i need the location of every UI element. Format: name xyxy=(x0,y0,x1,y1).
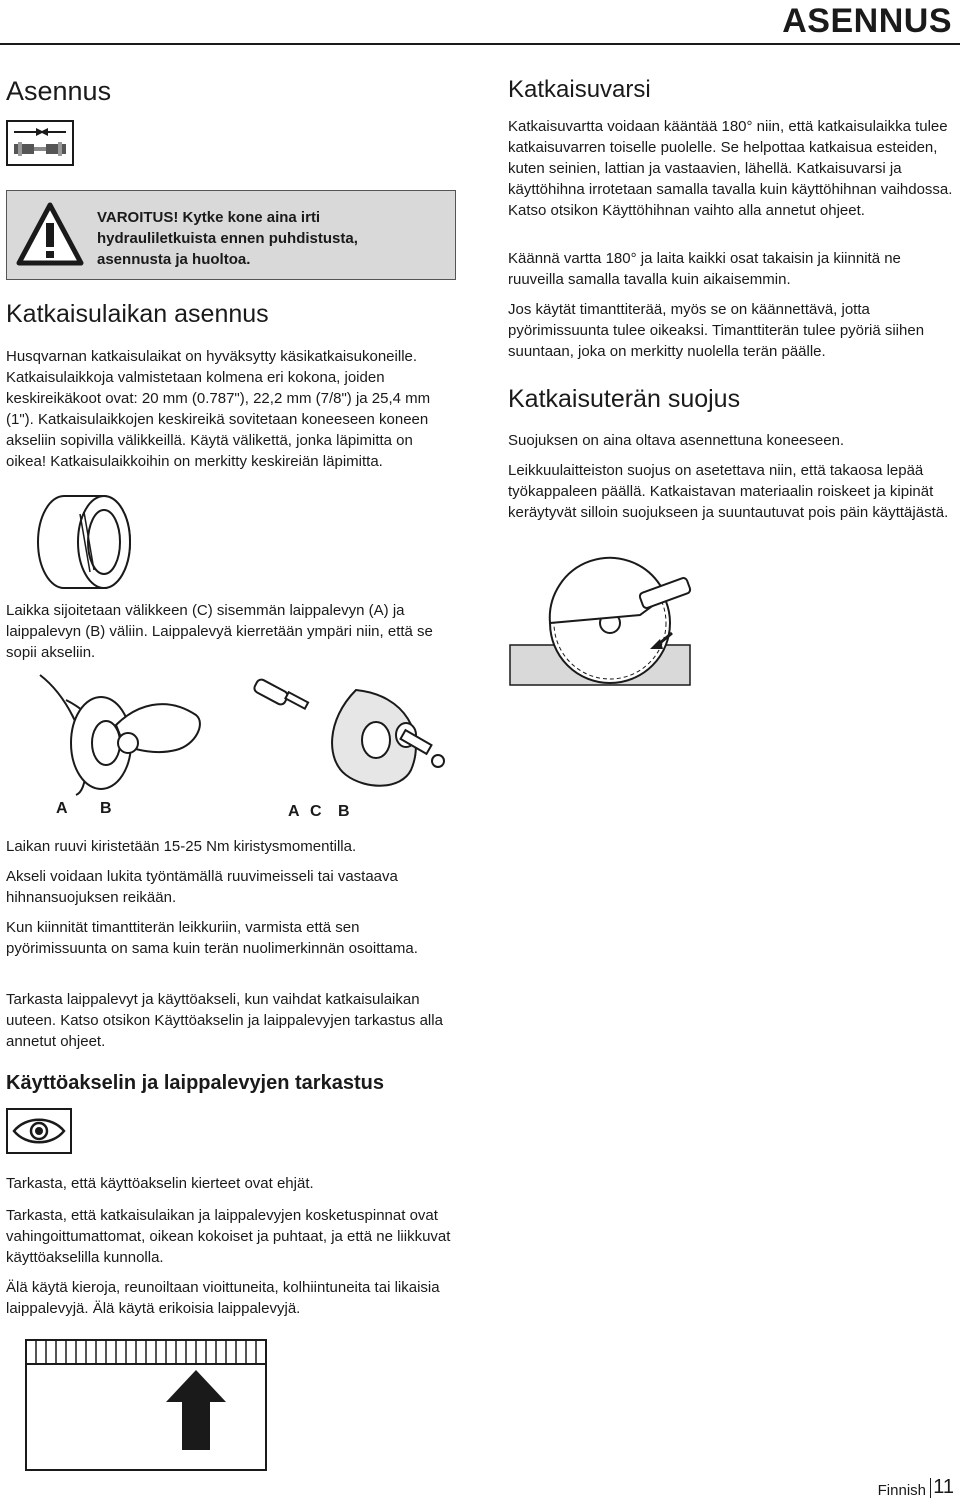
section-title-shaft-inspection: Käyttöakselin ja laippalevyjen tarkastus xyxy=(6,1072,384,1094)
flange-check-text: Tarkasta laippalevyt ja käyttöakseli, kun vaihdat katkaisulaikan uuteen. Katso otsikon Käyttöakselin ja laippalevyjen tarkastus alla annetut ohjeet. xyxy=(6,991,443,1050)
hydraulic-coupling-icon xyxy=(6,120,74,166)
section-title-blade-guard: Katkaisuterän suojus xyxy=(508,385,741,413)
inspect-flanges-text: Tarkasta, että katkaisulaikan ja laippalevyjen kosketuspinnat ovat vahingoittumattomat, oikean kokoiset ja puhtaat, ja että ne liikkuvat käyttöakselilla kunnolla. xyxy=(6,1207,451,1266)
footer-language: Finnish xyxy=(877,1482,926,1499)
cutoff-saw-illustration xyxy=(510,545,690,685)
shaft-lock-text: Akseli voidaan lukita työntämällä ruuvimeisseli tai vastaava hihnansuojuksen reikään. xyxy=(6,868,398,906)
label-c: C xyxy=(310,803,322,820)
section-title-cutting-arm: Katkaisuvarsi xyxy=(508,76,651,103)
eye-icon xyxy=(6,1108,72,1154)
blade-guard-text-1: Suojuksen on aina oltava asennettuna koneeseen. xyxy=(508,432,845,449)
section-title-blade-mounting: Katkaisulaikan asennus xyxy=(6,300,269,328)
label-a: A xyxy=(56,800,68,817)
torque-text: Laikan ruuvi kiristetään 15-25 Nm kiristysmomentilla. xyxy=(6,838,357,855)
cutting-arm-text-1: Katkaisuvartta voidaan kääntää 180° niin, että katkaisulaikka tulee katkaisuvarren toiselle puolelle. Se helpottaa katkaisua esteiden, kuten seinien, lattian ja vastaavien, lähellä. Katkaisuvarsi ja käyttöhihna irrotetaan samalla tavalla kuin käyttöhihnan vaihdossa. Katso otsikon Käyttöhihnan vaihto alla annetut ohjeet. xyxy=(508,118,953,219)
section-heading-asennus: Asennus xyxy=(6,76,112,106)
blade-mounting-text: Husqvarnan katkaisulaikat on hyväksytty käsikatkaisukoneille. Katkaisulaikkoja valmistetaan kolmena eri kokona, joiden keskireikäkoot ovat: 20 mm (0.787"), 22,2 mm (7/8") ja 25,4 mm (1"). Katkaisulaikkojen keskireikä sovitetaan koneeseen koneen akseliin sopivilla välikkeillä. Käytä välikettä, jonka läpimitta on oikea! Katkaisulaikkoihin on merkitty keskireiän läpimitta. xyxy=(6,348,431,470)
footer-rule xyxy=(930,1478,931,1498)
page-header-title: ASENNUS xyxy=(782,2,952,40)
cutting-arm-text-2: Käännä vartta 180° ja laita kaikki osat takaisin ja kiinnitä ne ruuveilla samalla tavalla kuin aikaisemmin. xyxy=(508,250,901,288)
warning-box xyxy=(6,190,456,280)
label-b: B xyxy=(100,800,112,817)
blade-mounting-illustration xyxy=(6,665,456,795)
label-a: A xyxy=(288,803,300,820)
flange-warning-text: Älä käytä kieroja, reunoiltaan vioittuneita, kolhiintuneita tai likaisia laippalevyjä. Älä käytä erikoisia laippalevyjä. xyxy=(6,1279,440,1317)
label-b: B xyxy=(338,803,350,820)
diamond-blade-text: Kun kiinnität timanttiterän leikkuriin, varmista että sen pyörimissuunta on sama kuin terän nuolimerkinnän osoittama. xyxy=(6,919,418,957)
header-rule xyxy=(0,43,960,45)
placement-text: Laikka sijoitetaan välikkeen (C) sisemmän laippalevyn (A) ja laippalevyn (B) väliin. Laippalevyä kierretään ympäri niin, että se sopii akseliin. xyxy=(6,602,433,661)
cutting-arm-text-3: Jos käytät timanttiterää, myös se on käännettävä, jotta pyörimissuunta tulee oikeaksi. Timanttiterän tulee pyöriä siihen suuntaan, joka on merkitty nuolella terän päälle. xyxy=(508,301,925,360)
flange-inspection-illustration xyxy=(26,1340,266,1470)
spacer-ring-illustration xyxy=(24,490,144,590)
warning-triangle-icon xyxy=(15,201,85,271)
inspect-threads-text: Tarkasta, että käyttöakselin kierteet ovat ehjät. xyxy=(6,1175,314,1192)
page-number: 11 xyxy=(933,1476,954,1498)
warning-text: VAROITUS! Kytke kone aina irti hydrauliletkuista ennen puhdistusta, asennusta ja huoltoa. xyxy=(97,209,358,268)
blade-guard-text-2: Leikkuulaitteiston suojus on asetettava niin, että takaosa lepää työkappaleen päällä. Katkaistavan materiaalin roiskeet ja kipinät keräytyvät silloin suojukseen ja suuntautuvat pois päin käyttäjästä. xyxy=(508,462,949,521)
